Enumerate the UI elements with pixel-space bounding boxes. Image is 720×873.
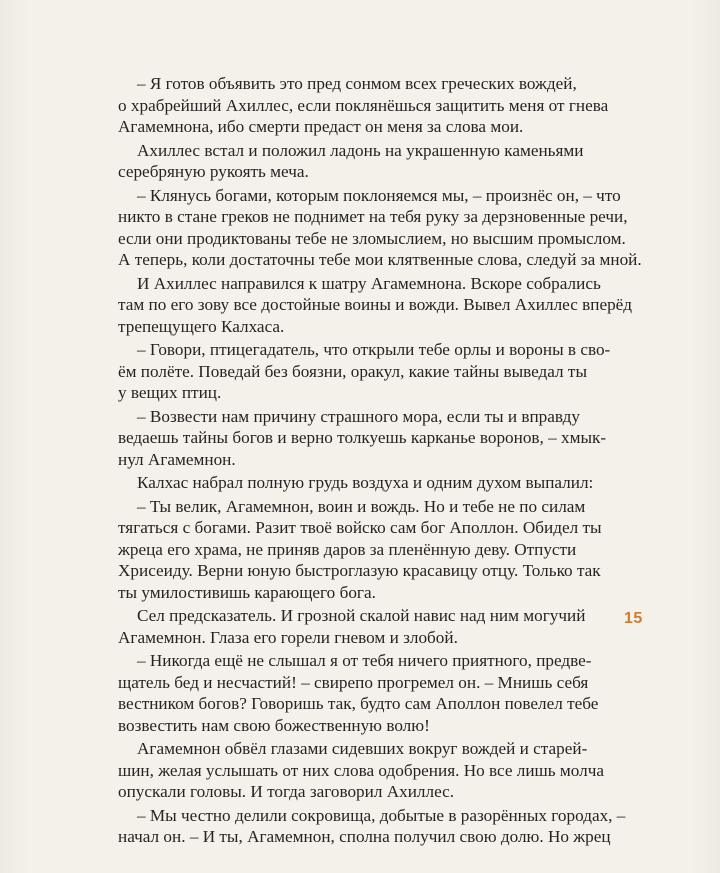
text-line: жреца его храма, не приняв даров за пленённую деву. Отпусти — [118, 539, 577, 559]
text-line: Калхас набрал полную грудь воздуха и одним духом выпалил: — [137, 473, 594, 492]
paragraph — [118, 140, 584, 183]
text-line: – Возвести нам причину страшного мора, если ты и вправду — [137, 406, 580, 426]
paragraph — [118, 738, 605, 803]
text-line: Агамемнон. Глаза его горели гневом и злобой. — [118, 627, 458, 647]
text-line: начал он. – И ты, Агамемнон, сполна получил свою долю. Но жрец — [118, 827, 611, 846]
text-line: у вещих птиц. — [118, 383, 222, 402]
paragraph — [118, 273, 633, 338]
text-line: Агамемнона, ибо смерти предаст он меня за слова мои. — [118, 117, 524, 136]
text-line: о храбрейший Ахиллес, если поклянёшься защитить меня от гнева — [118, 95, 609, 115]
text-line: ём полёте. Поведай без боязни, оракул, какие тайны выведал ты — [118, 361, 587, 381]
paragraph — [118, 605, 586, 648]
text-line: нул Агамемнон. — [118, 449, 236, 469]
text-line: вестником богов? Говоришь так, будто сам Аполлон повелел тебе — [118, 694, 599, 713]
text-line: ты умилостивишь карающего бога. — [118, 582, 376, 602]
text-line: возвестить нам свою божественную волю! — [118, 715, 430, 735]
paragraph — [118, 805, 626, 848]
text-line: шин, желая услышать от них слова одобрения. Но все лишь молча — [118, 760, 605, 780]
paragraph — [118, 339, 611, 404]
paragraph — [118, 472, 594, 494]
text-line: Хрисеиду. Верни юную быстроглазую красавицу отцу. Только так — [118, 561, 601, 580]
text-line: – Ты велик, Агамемнон, воин и вождь. Но и тебе не по силам — [137, 496, 586, 516]
text-line: если они продиктованы тебе не зломыслием, но высшим промыслом. — [118, 228, 626, 248]
text-line: Сел предсказатель. И грозной скалой навис над ним могучий — [137, 606, 586, 625]
text-line: Агамемнон обвёл глазами сидевших вокруг вождей и старей- — [137, 739, 588, 758]
paragraph — [118, 650, 599, 736]
text-line: – Я готов объявить это пред сонмом всех греческих вождей, — [137, 74, 577, 93]
paragraph — [118, 73, 609, 138]
text-line: серебряную рукоять меча. — [118, 162, 309, 181]
text-line: – Никогда ещё не слышал я от тебя ничего приятного, предве- — [137, 651, 592, 670]
text-line: трепещущего Калхаса. — [118, 316, 285, 336]
paragraph — [118, 185, 642, 271]
text-line: – Клянусь богами, которым поклоняемся мы, – произнёс он, – что — [137, 185, 621, 205]
text-line: – Мы честно делили сокровища, добытые в разорённых городах, – — [137, 805, 626, 825]
paragraph — [118, 496, 602, 604]
text-line: ведаешь тайны богов и верно толкуешь карканье воронов, – хмык- — [118, 428, 607, 447]
text-line: опускали головы. И тогда заговорил Ахиллес. — [118, 782, 455, 801]
text-line: И Ахиллес направился к шатру Агамемнона. Вскоре собрались — [137, 273, 601, 293]
text-line: щатель бед и несчастий! – свирепо прогремел он. – Мнишь себя — [118, 672, 589, 692]
page-number: 15 — [624, 610, 643, 627]
text-line: А теперь, коли достаточны тебе мои клятвенные слова, следуй за мной. — [118, 250, 642, 269]
paragraph — [118, 406, 607, 471]
text-line: – Говори, птицегадатель, что открыли тебе орлы и вороны в сво- — [137, 340, 611, 359]
text-line: там по его зову все достойные воины и вожди. Вывел Ахиллес вперёд — [118, 295, 633, 314]
text-line: никто в стане греков не поднимет на тебя руку за дерзновенные речи, — [118, 207, 628, 226]
text-line: Ахиллес встал и положил ладонь на украшенную каменьями — [137, 140, 584, 160]
text-line: тягаться с богами. Разит твоё войско сам бог Аполлон. Обидел ты — [118, 518, 602, 537]
